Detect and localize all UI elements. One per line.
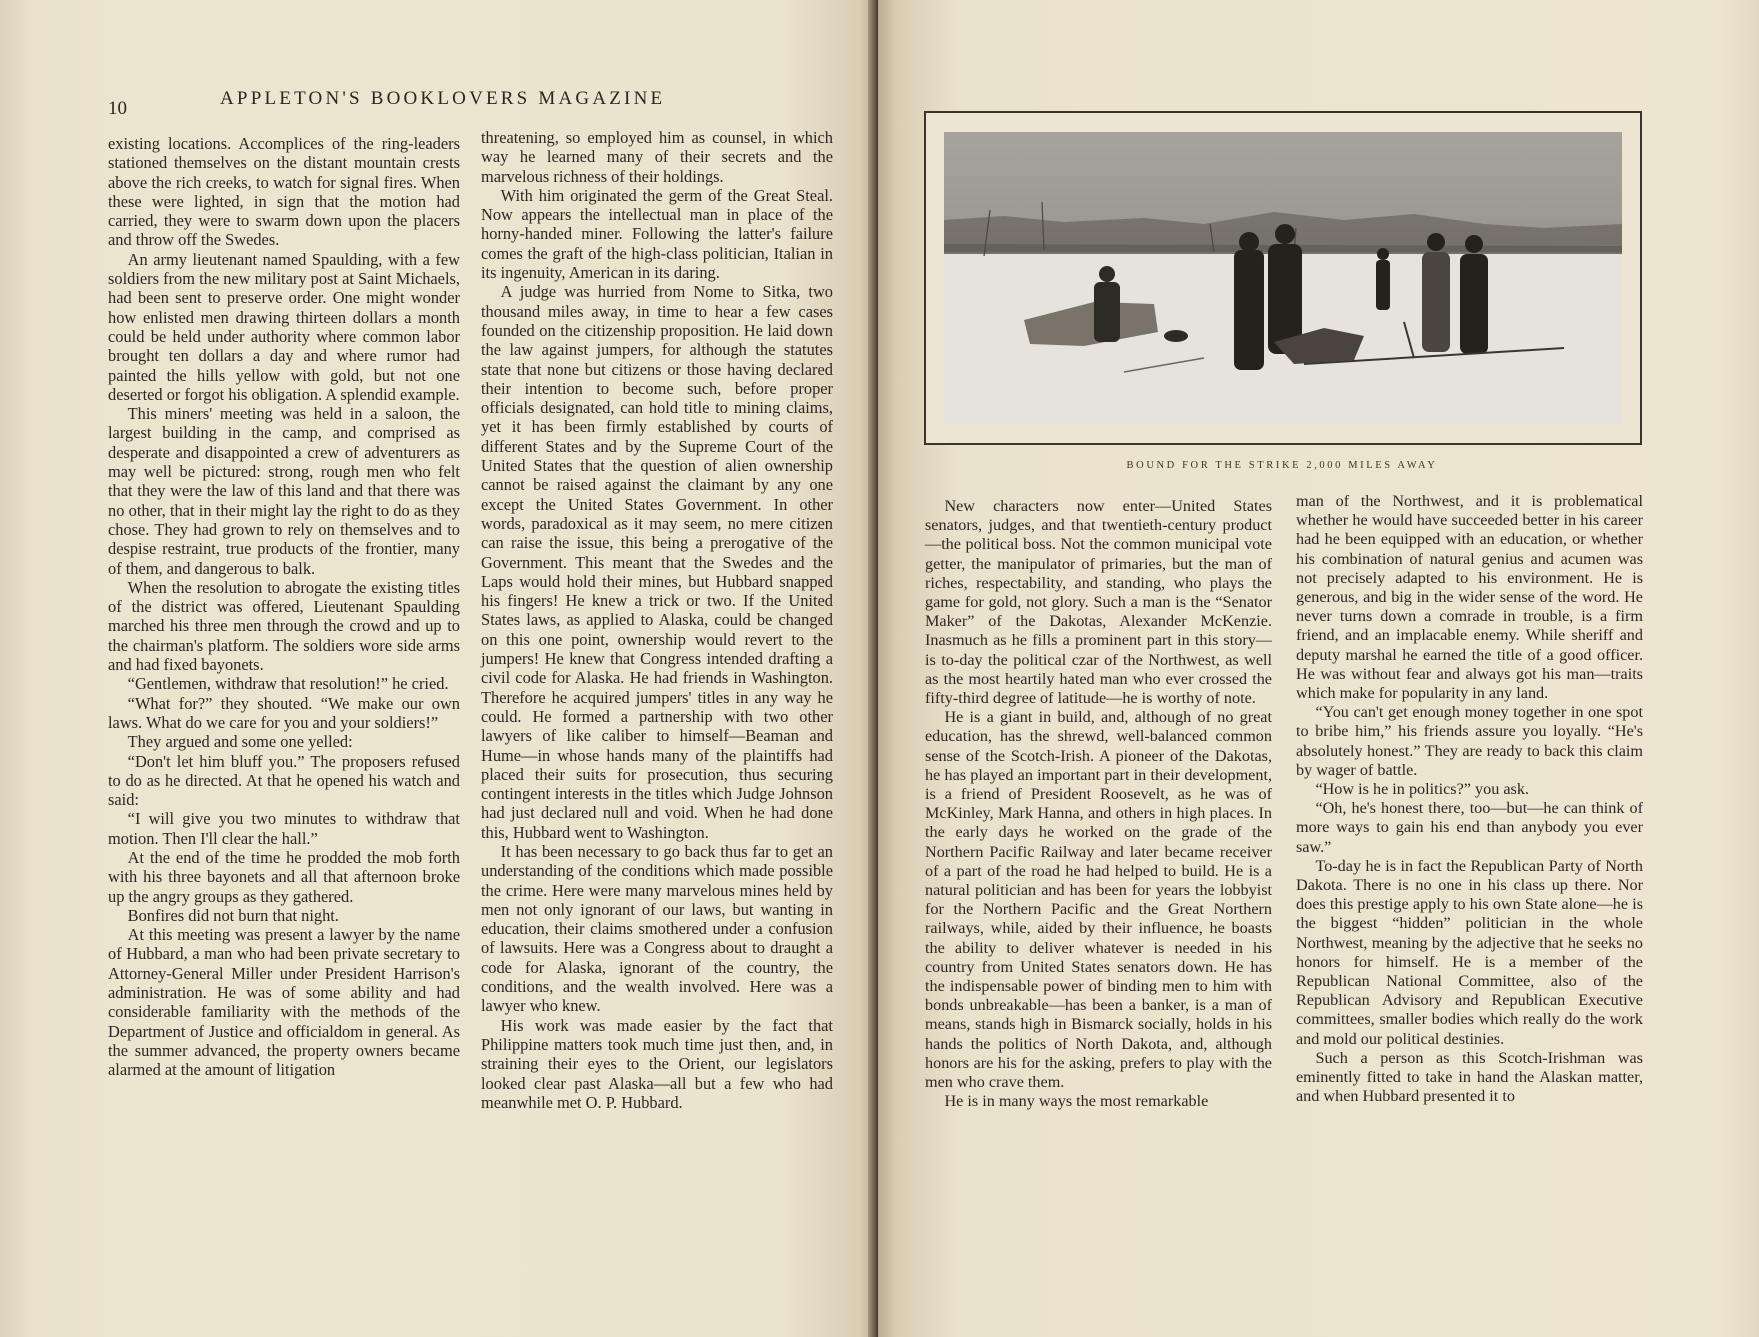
text-column-4 xyxy=(1296,492,1643,1107)
paragraph: His work was made easier by the fact that Philippine matters took much time just then, and, in straining their eyes to the Orient, our legislators looked clear past Alaska—all but a few who had meanwhile met O. P. Hubbard. xyxy=(481,1015,833,1112)
paragraph: New characters now enter—United States senators, judges, and that twentieth-century product—the political boss. Not the common municipal vote getter, the manipulator of primaries, but the man of riches, respectability, and standing, who plays the game for gold, not glory. Such a man is the “Senator Maker” of the Dakotas, Alexander McKenzie. Inasmuch as he fills a prominent part in this story—is to-day the political czar of the Northwest, as well as the most heartily hated man who ever crossed the fifty-third degree of latitude—he is worthy of note. xyxy=(925,497,1272,708)
paragraph: “You can't get enough money together in one spot to bribe him,” his friends assure you loyally. “He's absolutely honest.” They are ready to back this claim by wager of battle. xyxy=(1296,703,1643,779)
paragraph: “What for?” they shouted. “We make our own laws. What do we care for you and your soldiers!” xyxy=(108,693,460,732)
paragraph: “I will give you two minutes to withdraw that motion. Then I'll clear the hall.” xyxy=(108,809,460,848)
paragraph: It has been necessary to go back thus far to get an understanding of the conditions which made possible the crime. Here were many marvelous mines held by men not only ignorant of our laws, but wanting in education, their claims smothered under a confusion of lawsuits. Here was a Congress about to draught a code for Alaska, ignorant of the country, the conditions, and the wealth involved. Here was a lawyer who knew. xyxy=(481,841,833,1016)
magazine-title: APPLETON'S BOOKLOVERS MAGAZINE xyxy=(220,88,666,109)
paragraph: threatening, so employed him as counsel, in which way he learned many of their secrets and the marvelous richness of their holdings. xyxy=(481,128,833,186)
paragraph: existing locations. Accomplices of the ring-leaders stationed themselves on the distant mountain crests above the rich creeks, to watch for signal fires. When these were lighted, in sign that the motion had carried, they were to swarm down upon the placers and throw off the Swedes. xyxy=(108,134,460,250)
text-column-1 xyxy=(108,134,460,1080)
photograph-sled-party xyxy=(944,132,1622,424)
photo-caption: BOUND FOR THE STRIKE 2,000 MILES AWAY xyxy=(1126,460,1438,471)
photo-illustration xyxy=(944,132,1622,424)
paragraph: He is a giant in build, and, although of no great education, has the shrewd, well-balanced common sense of the Scotch-Irish. A pioneer of the Dakotas, he has played an important part in their development, is a friend of President Roosevelt, as he was of McKinley, Mark Hanna, and others in high places. In the early days he worked on the grade of the Northern Pacific Railway and later became receiver of a part of the road he had helped to build. He is a natural politician and has been for years the lobbyist for the Northern Pacific and the Great Northern railways, while, aided by their influence, he boasts the ability to deliver whatever is needed in his country from United States senators down. He has the indispensable power of binding men to him with bonds unbreakable—has been a banker, is a man of means, stands high in Bismarck socially, holds in his hands the politics of North Dakota, and, although honors are his for the asking, prefers to play with the men who crave them. xyxy=(925,708,1272,1092)
paragraph: Bonfires did not burn that night. xyxy=(127,905,339,925)
text-column-2 xyxy=(481,128,833,1112)
paragraph: At this meeting was present a lawyer by the name of Hubbard, a man who had been private secretary to Attorney-General Miller under President Harrison's administration. He was of some ability and had considerable familiarity with the methods of the Department of Justice and officialdom in general. As the summer advanced, the property owners became alarmed at the amount of litigation xyxy=(108,925,460,1080)
paragraph: They argued and some one yelled: xyxy=(127,732,353,752)
paragraph: Such a person as this Scotch-Irishman was eminently fitted to take in hand the Alaskan matter, and when Hubbard presented it to xyxy=(1296,1048,1643,1106)
photo-frame xyxy=(924,111,1642,445)
paragraph: “How is he in politics?” you ask. xyxy=(1315,780,1529,799)
paragraph: At the end of the time he prodded the mob forth with his three bayonets and all that afternoon broke up the angry groups as they gathered. xyxy=(108,847,460,906)
page-number: 10 xyxy=(108,98,127,119)
text-column-3 xyxy=(925,497,1272,1112)
paragraph: “Gentlemen, withdraw that resolution!” he cried. xyxy=(127,674,449,694)
paragraph: A judge was hurried from Nome to Sitka, two thousand miles away, in time to hear a few cases founded on the citizenship proposition. He laid down the law against jumpers, for although the statutes state that none but citizens or those having declared their intention to become such, before proper officials designated, can hold title to mining claims, yet it has been firmly established by courts of different States and by the Supreme Court of the United States that the question of alien ownership cannot be raised against the claimant by any one except the United States Government. In other words, paradoxical as it may seem, no mere citizen can raise the issue, this being a prerogative of the Government. This meant that the Swedes and the Laps would hold their mines, but Hubbard snapped his fingers! He knew a trick or two. If the United States laws, as applied to Alaska, could be changed on this one point, ownership would revert to the jumpers! He knew that Congress intended drafting a civil code for Alaska. He had friends in Washington. Therefore he acquired jumpers' titles in any way he could. He formed a partnership with two other lawyers of like caliber to himself—Beaman and Hume—in whose hands many of the plaintiffs had placed their suits for prosecution, thus securing contingent interests in the titles which Judge Johnson had just declared null and void. When he had done this, Hubbard went to Washington. xyxy=(481,282,833,842)
paragraph: man of the Northwest, and it is problematical whether he would have succeeded better in his career had he been equipped with an education, or whether his combination of natural genius and acumen was not precisely adapted to his environment. He is generous, and big in the wider sense of the word. He never turns down a comrade in trouble, is a firm friend, and an implacable enemy. While sheriff and deputy marshal he earned the title of a good officer. He was without fear and always got his man—traits which make for popularity in any land. xyxy=(1296,492,1643,703)
paragraph: “Oh, he's honest there, too—but—he can think of more ways to gain his end than anybody you ever saw.” xyxy=(1296,799,1643,856)
paragraph: An army lieutenant named Spaulding, with a few soldiers from the new military post at Saint Michaels, had been sent to preserve order. One might wonder how enlisted men drawing thirteen dollars a month could be held under authority where common labor brought ten dollars a day and where rumor had painted the hills yellow with gold, but not one deserted or forgot his obligation. A splendid example. xyxy=(108,249,460,404)
paragraph: This miners' meeting was held in a saloon, the largest building in the camp, and comprised as desperate and disappointed a crew of adventurers as may well be pictured: strong, rough men who felt that they were the law of this land and that there was no other, that in their might lay the right to do as they chose. They had grown to rely on themselves and to despise restraint, true products of the frontier, many of them, and dangerous to balk. xyxy=(108,404,460,578)
paragraph: He is in many ways the most remarkable xyxy=(944,1092,1209,1111)
paragraph: When the resolution to abrogate the existing titles of the district was offered, Lieutenant Spaulding marched his three men through the crowd and up to the chairman's platform. The soldiers wore side arms and had fixed bayonets. xyxy=(108,577,460,675)
left-page xyxy=(0,0,875,1337)
paragraph: “Don't let him bluff you.” The proposers refused to do as he directed. At that he opened his watch and said: xyxy=(108,751,460,810)
paragraph: With him originated the germ of the Great Steal. Now appears the intellectual man in place of the horny-handed miner. Following the latter's failure comes the graft of the high-class politician, Italian in its ingenuity, American in its daring. xyxy=(481,185,833,283)
paragraph: To-day he is in fact the Republican Party of North Dakota. There is no one in his class up there. Nor does this prestige apply to his own State alone—he is the biggest “hidden” politician in the whole Northwest, meaning by the adjective that he seeks no honors for himself. He is a member of the Republican National Committee, also of the Republican Advisory and Republican Executive committees, smaller bodies which really do the work and mold our political destinies. xyxy=(1296,856,1643,1048)
